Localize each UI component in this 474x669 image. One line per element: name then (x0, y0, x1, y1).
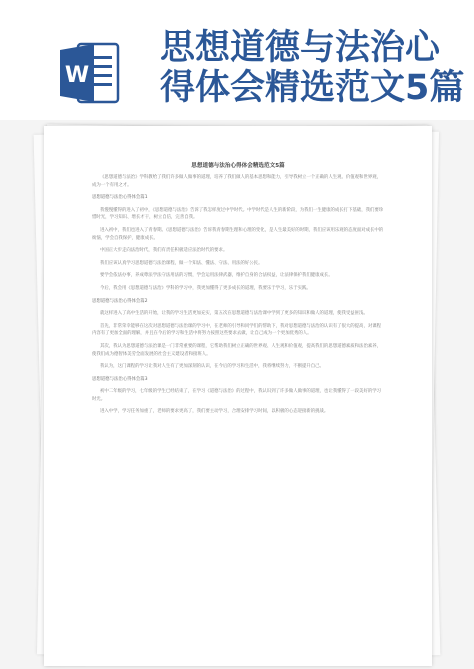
paragraph: 我认为，这门课程的学习让我对人生有了更加深刻的认识，在今后的学习和生活中，我将继续努力，不断提升自己。 (100, 364, 324, 370)
header-banner (0, 0, 474, 120)
document-title: 思想道德与法治心得体会精选范文5篇 (191, 163, 285, 169)
page-title (160, 28, 470, 108)
paragraph: 就这样进入了高中生活的开始，让我的学习生活更加充实，第五次在思想道德与法治课中学到了更多的知识和做人的道理，使我受益匪浅。 (100, 311, 368, 317)
section-heading: 思想道德与法治心得体会篇2 (92, 298, 148, 304)
paragraph: 要学会依法办事，养成尊法学法守法用法的习惯，学会运用法律武器，维护自身的合法权益，让法律保护我们健康成长。 (100, 273, 333, 279)
title-line-2: 得体会精选范文5篇 (160, 68, 465, 108)
paragraph: 我慢慢懂得的进入了初中，《思想道德与法治》告诉了我怎样度过中学时代。中学时代是人生的新阶段，为我们一生健康的成长打下基础，我们要珍惜时光，学习知识、增长才干，树立自信，完善自我。 (92, 207, 384, 221)
paragraph: 中国正大步走向法治时代，我们有责任积极适应法治时代的要求。 (100, 248, 228, 254)
paragraph: 今后，我会用《思想道德与法治》学科的学习中，我更加懂得了更多成长的道理，我要乐于学习，乐于实践。 (100, 285, 311, 291)
paragraph: 首先，非常荣幸能够在这次对思想道德与法治课的学习中，在老师的引导和同学们的帮助下，我对思想道德与法治的认识有了很大的提高，对课程内容有了更加全面的理解，并且在今后的学习和生活中将努力按照这些要求去做，让自己成为一个更加优秀的人。 (92, 323, 382, 337)
section-heading: 思想道德与法治心得体会篇3 (92, 376, 148, 382)
paragraph: 初中二年级的学习，七年级的学生已经结束了，在学习《道德与法治》的过程中，我认识到了许多做人做事的道理，也让我懂得了一段美好的学习时光。 (92, 389, 382, 402)
paragraph: 其次，我认为思想道德与法治课是一门非常重要的课程，它帮助我们树立正确的世界观、人生观和价值观，提高我们的思想道德素质和法治素养，使我们成为德智体美劳全面发展的社会主义建设者和接班人。 (92, 343, 382, 357)
document-page (44, 126, 432, 666)
paragraph: 我们应该认真学习思想道德与法治课程，做一个知法、懂法、守法、用法的好公民。 (100, 260, 263, 266)
svg-text:W: W (64, 63, 90, 88)
title-line-1: 思想道德与法治心 (160, 28, 441, 68)
paragraph: 《思想道德与法治》学科教给了我们许多做人做事的道理，培养了我们做人的基本思想和能力，引导我树立一个正确的人生观、价值观和世界观，成为一个有用之才。 (92, 175, 382, 188)
section-heading: 思想道德与法治心得体会篇1 (92, 195, 148, 201)
document-preview-area (0, 120, 474, 669)
paragraph: 进入初中，我们也进入了青春期。《思想道德与法治》告诉我青春期生理和心理的变化，是人生最美好的时期，我们应该用乐观的态度面对成长中的烦恼，学会自我保护，健康成长。 (92, 227, 384, 241)
paragraph: 进入中学，学习任务加重了，老师的要求更高了，我们要主动学习，合理安排学习时间，以积极的心态迎接新的挑战。 (100, 409, 329, 415)
document-content (92, 162, 384, 421)
word-icon (60, 40, 120, 106)
